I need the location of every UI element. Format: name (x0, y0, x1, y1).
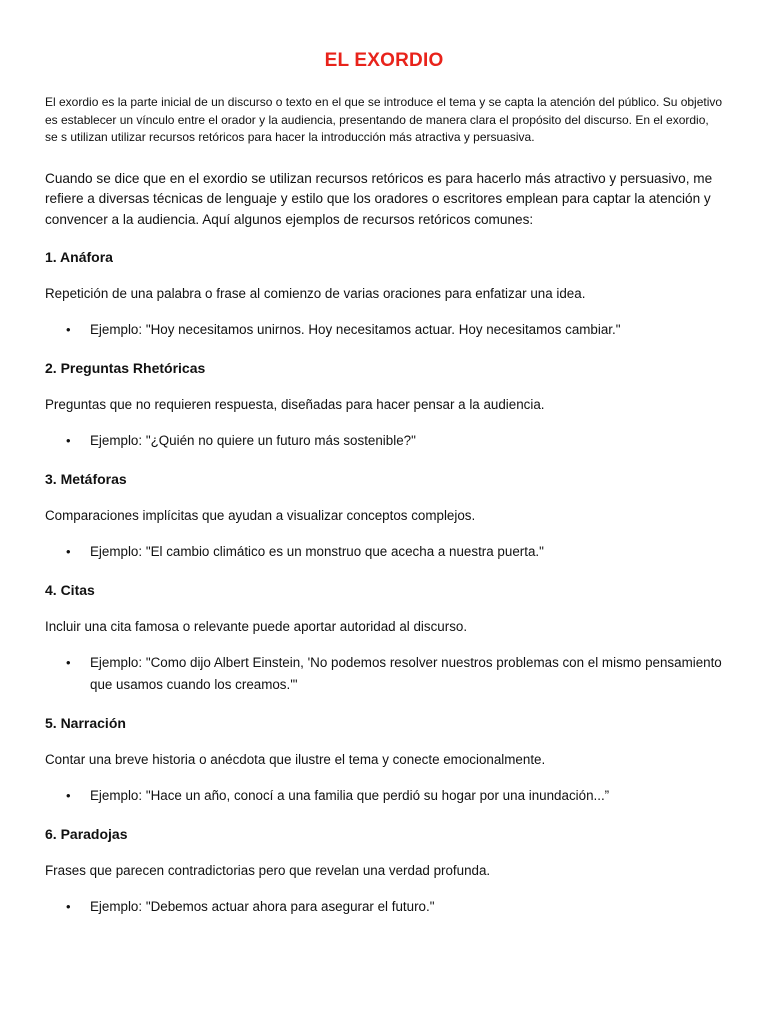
example-list (45, 541, 723, 563)
example-list (45, 652, 723, 696)
section-preguntas-retoricas (45, 359, 723, 452)
list-item (45, 430, 723, 452)
list-item (45, 319, 723, 341)
section-description: Contar una breve historia o anécdota que ilustre el tema y conecte emocionalmente. (45, 752, 546, 767)
page-title: EL EXORDIO (324, 50, 444, 71)
bullet-icon: • (66, 322, 71, 337)
list-item (45, 541, 723, 563)
section-description: Preguntas que no requieren respuesta, diseñadas para hacer pensar a la audiencia. (45, 397, 545, 412)
example-text: Ejemplo: "Hace un año, conocí a una familia que perdió su hogar por una inundación...” (90, 788, 610, 803)
bullet-icon: • (66, 788, 71, 803)
example-list (45, 896, 723, 918)
section-heading: 4. Citas (45, 582, 95, 598)
list-item (45, 785, 723, 807)
bullet-icon: • (66, 899, 71, 914)
example-list (45, 430, 723, 452)
section-citas (45, 581, 723, 696)
example-text: Ejemplo: "Debemos actuar ahora para asegurar el futuro." (90, 899, 435, 914)
bullet-icon: • (66, 544, 71, 559)
section-anafora (45, 248, 723, 341)
bullet-icon: • (66, 433, 71, 448)
example-text: Ejemplo: "Como dijo Albert Einstein, 'No podemos resolver nuestros problemas con el mismo pensamiento que usamos cuando los creamos.'" (90, 655, 722, 692)
lead-paragraph: Cuando se dice que en el exordio se utilizan recursos retóricos es para hacerlo más atractivo y persuasivo, me refiere a diversas técnicas de lenguaje y estilo que los oradores o escritores emplean para captar la atención y convencer a la audiencia. Aquí algunos ejemplos de recursos retóricos comunes: (45, 170, 713, 227)
example-list (45, 785, 723, 807)
example-text: Ejemplo: "Hoy necesitamos unirnos. Hoy necesitamos actuar. Hoy necesitamos cambiar." (90, 322, 621, 337)
intro-paragraph: El exordio es la parte inicial de un discurso o texto en el que se introduce el tema y se capta la atención del público. Su objetivo es establecer un vínculo entre el orador y la audiencia, presentando de manera clara el propósito del discurso. En el exordio, se s utilizan utilizar recursos retóricos para hacer la introducción más atractiva y persuasiva. (45, 95, 723, 144)
example-list (45, 319, 723, 341)
list-item (45, 896, 723, 918)
section-heading: 1. Anáfora (45, 249, 113, 265)
section-description: Incluir una cita famosa o relevante puede aportar autoridad al discurso. (45, 619, 468, 634)
section-heading: 5. Narración (45, 715, 126, 731)
section-heading: 2. Preguntas Rhetóricas (45, 360, 206, 376)
example-text: Ejemplo: "El cambio climático es un monstruo que acecha a nuestra puerta." (90, 544, 544, 559)
section-description: Comparaciones implícitas que ayudan a visualizar conceptos complejos. (45, 508, 476, 523)
bullet-icon: • (66, 655, 71, 670)
section-paradojas (45, 825, 723, 918)
example-text: Ejemplo: "¿Quién no quiere un futuro más sostenible?" (90, 433, 416, 448)
section-heading: 6. Paradojas (45, 826, 128, 842)
list-item (45, 652, 723, 696)
section-description: Repetición de una palabra o frase al comienzo de varias oraciones para enfatizar una idea. (45, 286, 586, 301)
section-description: Frases que parecen contradictorias pero que revelan una verdad profunda. (45, 863, 491, 878)
section-metaforas (45, 470, 723, 563)
section-narracion (45, 714, 723, 807)
section-heading: 3. Metáforas (45, 471, 127, 487)
